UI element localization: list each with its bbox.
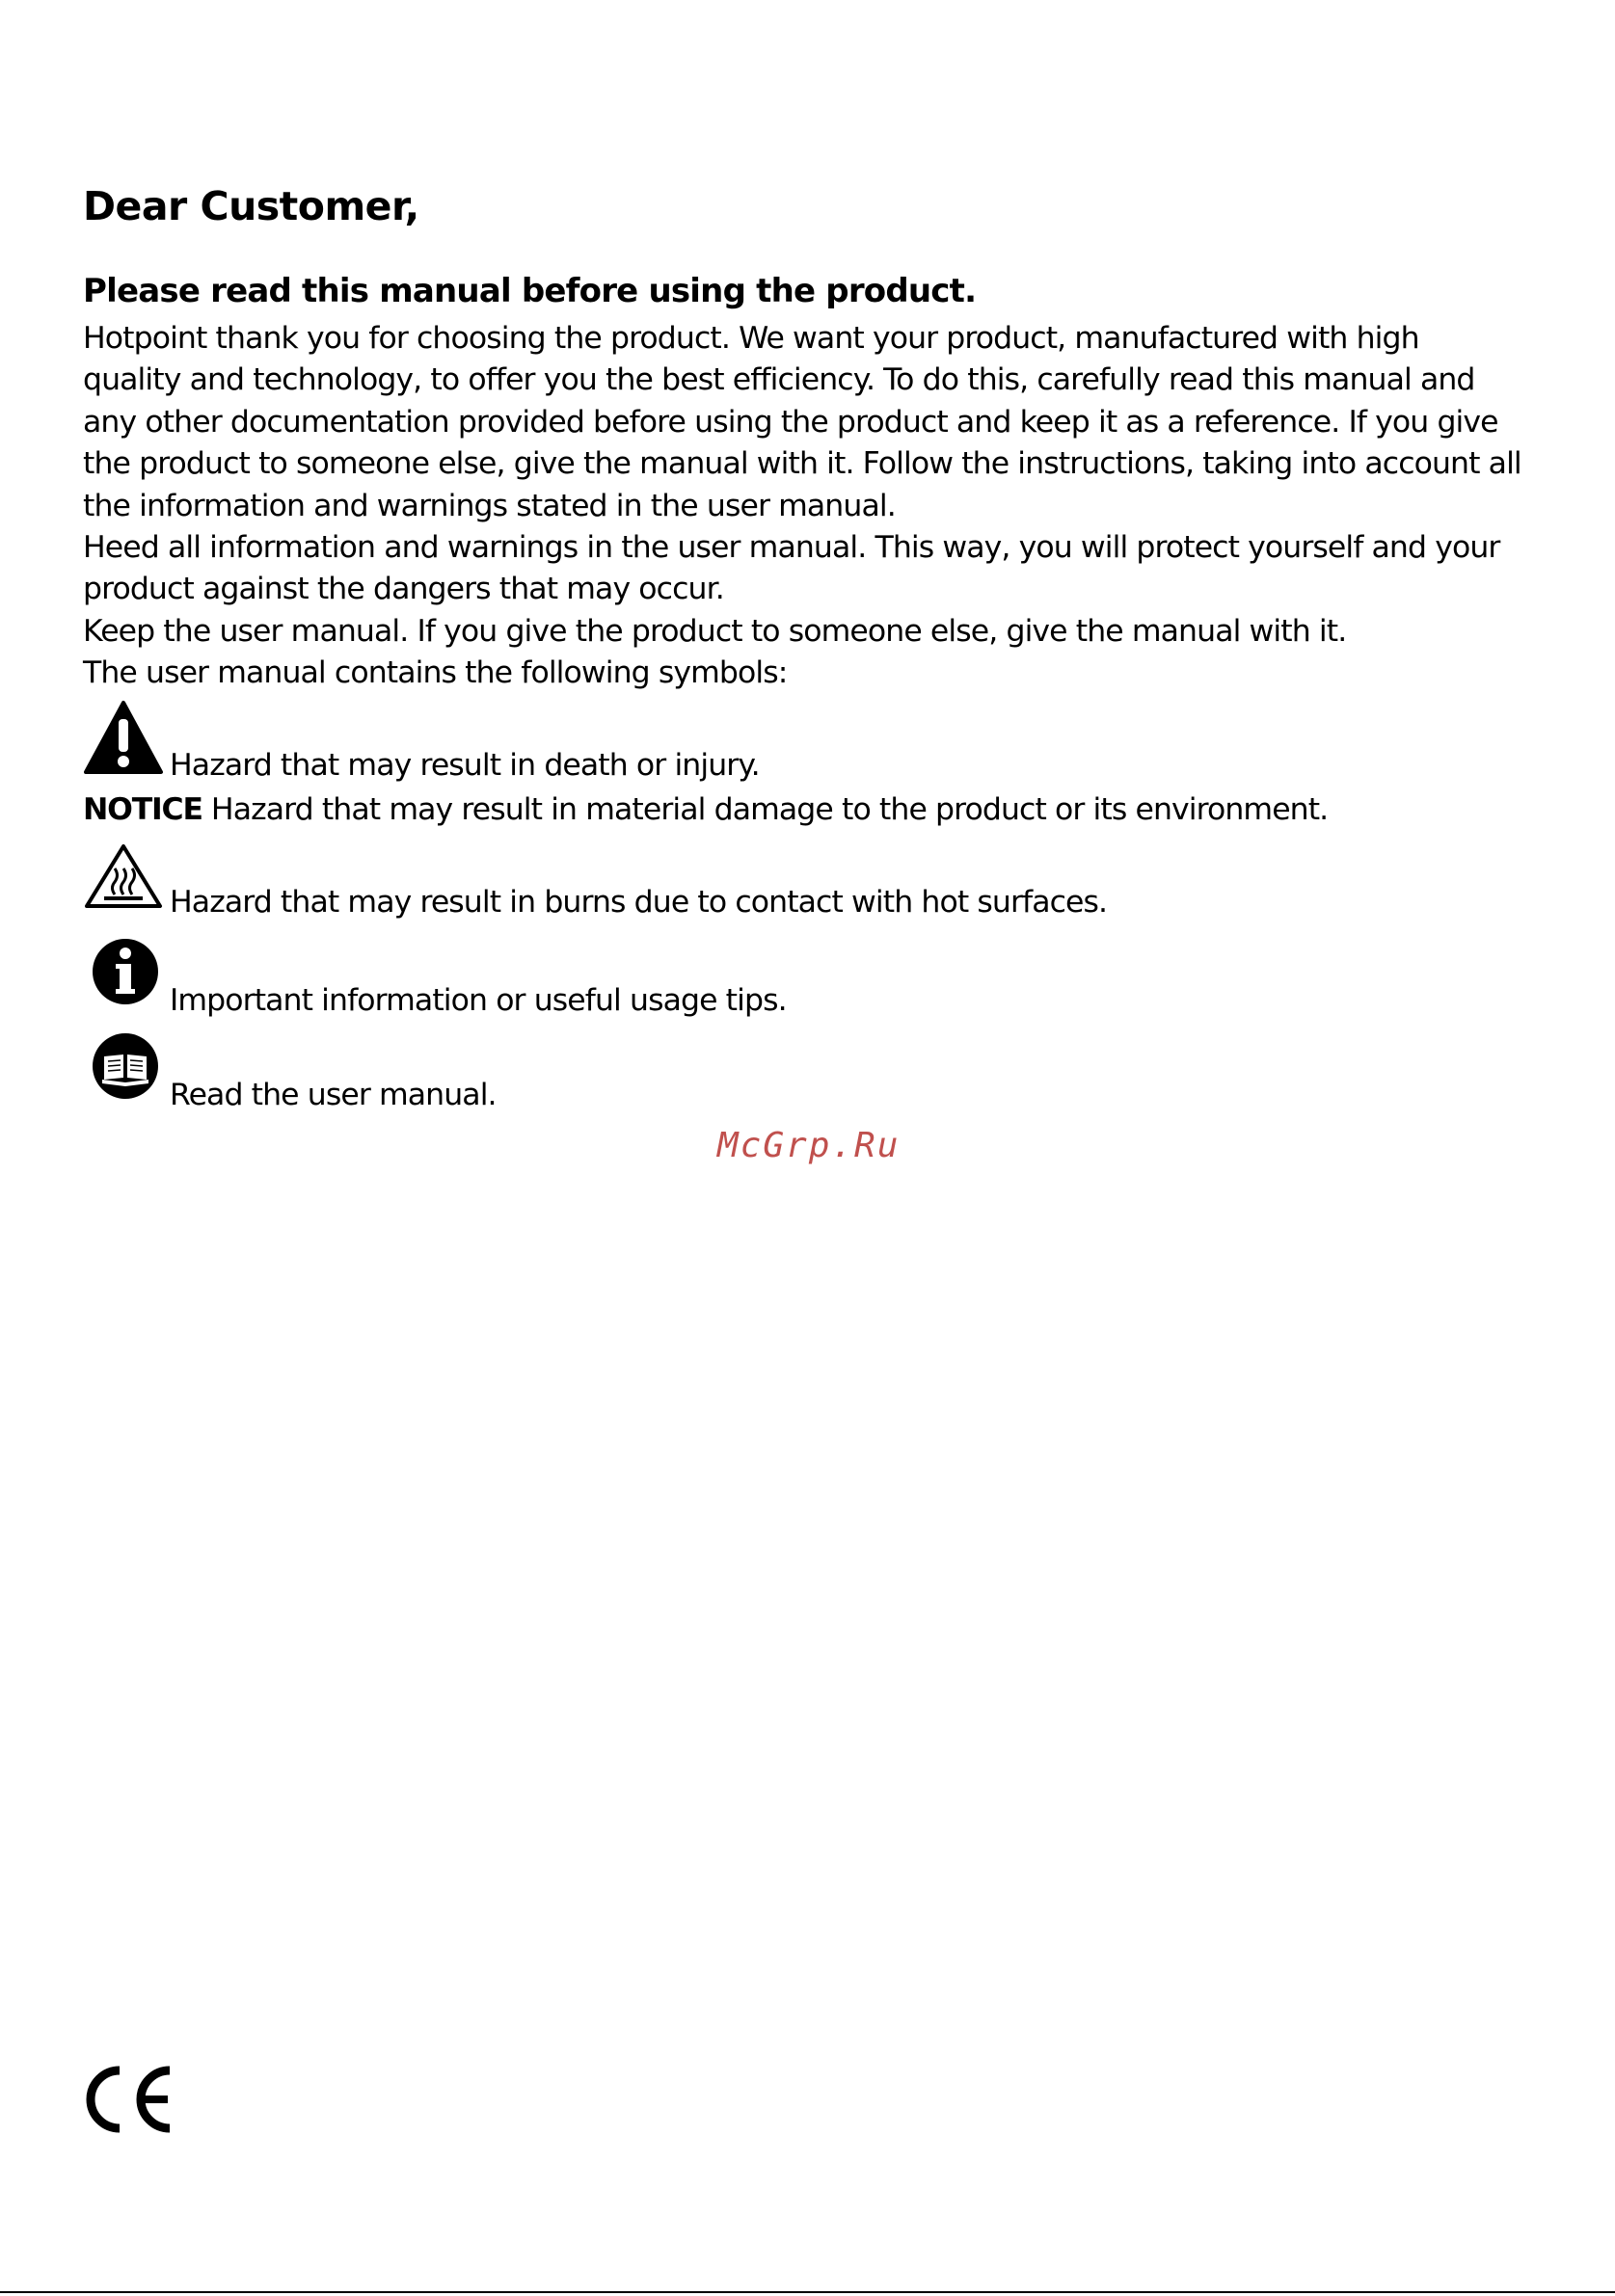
symbol-hot-surface-row (83, 842, 1240, 920)
intro-line: The user manual contains the following symbols: (83, 655, 788, 691)
intro-line: the product to someone else, give the manual with it. Follow the instructions, taking into account all (83, 446, 1521, 482)
intro-paragraph (83, 318, 1587, 695)
read-manual-icon (91, 1031, 160, 1108)
intro-line: Keep the user manual. If you give the product to someone else, give the manual with it. (83, 613, 1347, 649)
intro-line: product against the dangers that may occur. (83, 572, 724, 607)
warning-text: Hazard that may result in death or injury. (170, 748, 760, 783)
intro-line: the information and warnings stated in the user manual. (83, 488, 896, 523)
manual-text: Read the user manual. (170, 1078, 497, 1112)
info-text: Important information or useful usage tips. (170, 983, 787, 1018)
greeting: Dear Customer, (83, 183, 419, 229)
ce-mark-icon (81, 2063, 177, 2140)
notice-text: Hazard that may result in material damage to the product or its environment. (210, 792, 1329, 827)
hot-surface-icon (83, 842, 164, 920)
hot-surface-text: Hazard that may result in burns due to contact with hot surfaces. (170, 885, 1108, 920)
intro-line: any other documentation provided before using the product and keep it as a reference. If you give (83, 404, 1498, 440)
watermark: McGrp.Ru (717, 1126, 901, 1165)
intro-line: Hotpoint thank you for choosing the product. We want your product, manufactured with high (83, 321, 1419, 356)
symbol-notice-row (83, 792, 1328, 827)
info-icon (91, 937, 160, 1014)
symbol-manual-row (83, 1031, 1240, 1118)
intro-line: Heed all information and warnings in the user manual. This way, you will protect yourself and your (83, 530, 1500, 566)
intro-line: quality and technology, to offer you the best efficiency. To do this, carefully read this manual and (83, 362, 1475, 398)
symbol-info-row (83, 937, 1240, 1024)
symbol-warning-row (83, 700, 1240, 783)
notice-label: NOTICE (83, 792, 202, 827)
section-heading: Please read this manual before using the product. (83, 272, 977, 310)
warning-triangle-icon (83, 700, 164, 783)
page-bottom-rule (0, 2291, 1615, 2293)
